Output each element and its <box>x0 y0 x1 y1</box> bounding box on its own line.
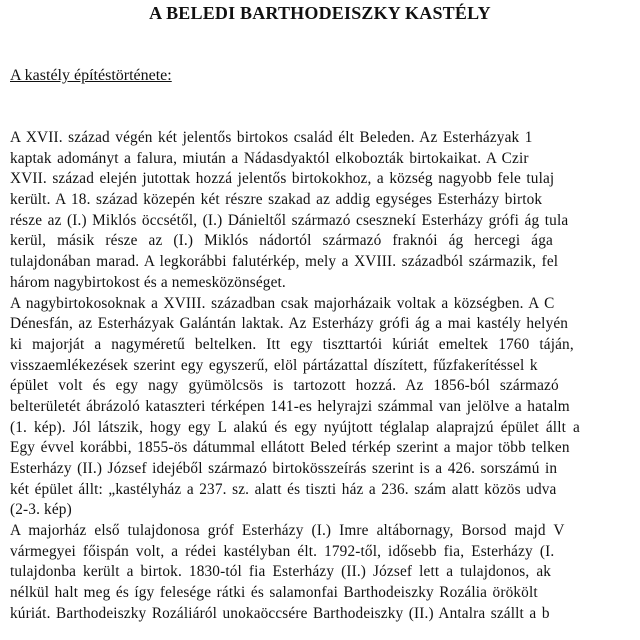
text-line: XVII. század elején jutottak hozzá jelentős birtokokhoz, a község nagyobb fele tulaj <box>10 170 555 188</box>
text-line: tulajdonában marad. A legkorábbi falutérkép, mely a XVIII. századból származik, fel <box>10 253 559 271</box>
text-line: Esterházy (II.) József idejéből származó birtokösszeírás szerint is a 426. sorszámú in <box>10 460 558 477</box>
body-text <box>10 128 640 625</box>
text-line: A majorház első tulajdonosa gróf Esterházy (I.) Imre altábornagy, Borsod majd V <box>10 522 565 540</box>
text-line: két épület állt: „kastélyház a 237. sz. alatt és tiszti ház a 236. szám alatt közös udva <box>10 480 557 498</box>
text-line: A XVII. század végén két jelentős birtokos család élt Beleden. Az Esterházyak 1 <box>10 129 533 146</box>
text-line: tulajdonba került a birtok. 1830-tól fia Esterházy (II.) József lett a tulajdonos, ak <box>10 563 552 581</box>
text-line: kúriát. Barthodeiszky Rozáliáról unokaöccsére Barthodeiszky (II.) Antalra szállt a b <box>10 604 550 622</box>
text-line: része az (I.) Miklós öccsétől, (I.) Dánieltől származó csesznekí Esterházy grófi ág tula <box>10 211 569 229</box>
text-line: Egy évvel korábbi, 1855-ös dátummal ellátott Beled térkép szerint a major több telken <box>10 439 570 457</box>
section-heading: A kastély építéstörténete: <box>10 67 172 84</box>
text-line: épület volt és egy nagy gyümölcsös is tartozott hozzá. Az 1856-ból származó <box>10 377 559 395</box>
text-line: kaptak adományt a falura, miután a Nádasdyaktól elkobozták birtokaikat. A Czir <box>10 149 529 167</box>
text-line: három nagybirtokost és a nemesközönséget. <box>10 273 286 291</box>
text-line: kerül, másik része az (I.) Miklós nádortól származó fraknói ág hercegi ága <box>10 232 553 250</box>
text-line: (1. kép). Jól látszik, hogy egy L alakú és egy nyújtott téglalap alaprajzú épület állt a <box>10 418 580 436</box>
text-line: (2-3. kép) <box>10 501 72 519</box>
text-line: nélkül halt meg és így felesége rátki és salamonfai Barthodeiszky Rozália örökölt <box>10 584 538 602</box>
text-line: vármegyei főispán volt, a rédei kastélyban élt. 1792-től, idősebb fia, Esterházy (I. <box>10 542 555 560</box>
text-line: A nagybirtokosoknak a XVIII. században csak majorházaik voltak a községben. A C <box>10 294 555 312</box>
document-title: A BELEDI BARTHODEISZKY KASTÉLY <box>149 3 491 23</box>
text-line: Dénesfán, az Esterházyak Galántán laktak. Az Esterházy grófi ág a mai kastély helyén <box>10 315 569 333</box>
text-line: ki majorját a nagyméretű beltelken. Itt egy tiszttartói kúriát emeltek 1760 táján, <box>10 335 574 353</box>
text-line: belterületét ábrázoló kataszteri térképen 141-es helyrajzi számmal van jelölve a hatalm <box>10 397 570 415</box>
text-line: került. A 18. század közepén két részre szakad az addig egységes Esterházy birtok <box>10 191 543 209</box>
text-line: visszaemlékezések szerint egy egyszerű, elöl pártázattal díszített, fűzfakerítéssel k <box>10 356 538 374</box>
